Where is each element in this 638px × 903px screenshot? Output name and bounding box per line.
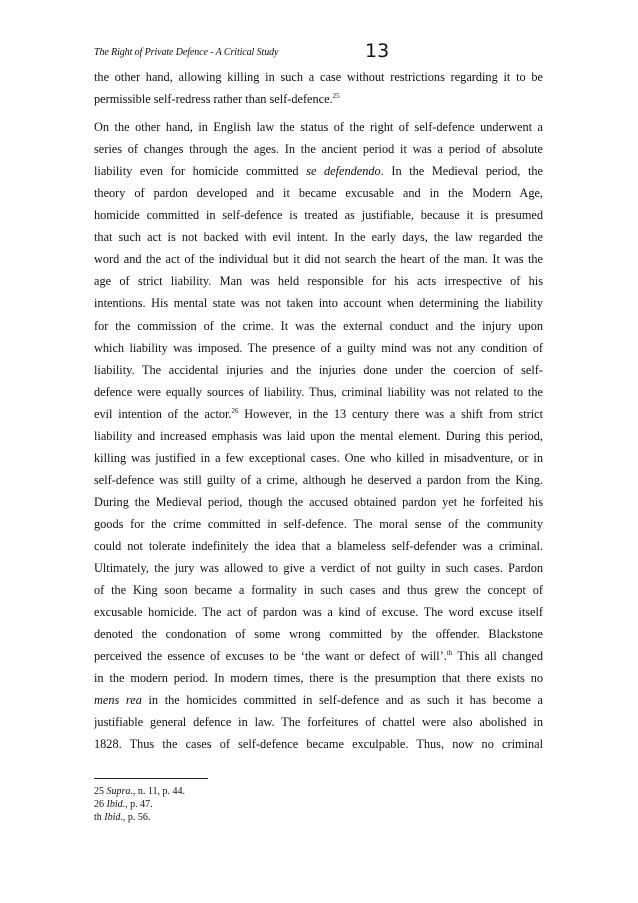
italic-text: Ibid	[106, 799, 123, 810]
text-line: in the modern period. In modern times, there is the presumption that there exists no	[94, 671, 543, 686]
text-line: could not tolerate indefinitely the idea that a blameless self-defender was a criminal.	[94, 538, 543, 553]
text-line: killing was justified in a few exceptional cases. One who killed in misadventure, or in	[94, 450, 543, 465]
footnote-reference: 25	[332, 92, 340, 101]
text-line: which liability was imposed. The presence of a guilty mind was not any condition of	[94, 340, 543, 355]
text-line: Ultimately, the jury was allowed to give a verdict of not guilty in such cases. Pardon	[94, 561, 543, 576]
footnotes	[94, 785, 185, 824]
text-line: justifiable general defence in law. The forfeitures of chattel were also abolished in	[94, 715, 543, 730]
text-line: excusable homicide. The act of pardon was a kind of excuse. The word excuse itself	[94, 605, 543, 620]
text-line: permissible self-redress rather than self-defence.$^{25}$	[94, 92, 340, 107]
footnote-reference: 26	[231, 406, 239, 415]
text-line: intentions. His mental state was not taken into account when determining the liability	[94, 296, 543, 311]
text-line: word and the act of the individual but it did not search the heart of the man. It was the	[94, 252, 543, 267]
text-line: series of changes through the ages. In the ancient period it was a period of absolute	[94, 142, 543, 157]
running-title: The Right of Private Defence - A Critical Study	[94, 47, 279, 58]
footnote-reference: th	[446, 649, 453, 658]
page-number: 13	[365, 40, 390, 62]
text-line: self-defence was still guilty of a crime, although he deserved a pardon from the King.	[94, 472, 543, 487]
footnote: 26 Ibid., p. 47.	[94, 799, 153, 810]
italic-text: mens rea	[94, 693, 142, 708]
text-line: liability and increased emphasis was laid upon the mental element. During this period,	[94, 428, 543, 443]
italic-text: Ibid	[104, 812, 121, 823]
text-line: goods for the crime committed in self-defence. The moral sense of the community	[94, 516, 543, 531]
text-line: On the other hand, in English law the status of the right of self-defence underwent a	[94, 120, 543, 135]
text-line: denoted the condonation of some wrong committed by the offender. Blackstone	[94, 627, 543, 642]
footnote-separator	[94, 778, 208, 779]
text-line: perceived the essence of excuses to be ‘the want or defect of will’.$^{th}$ This all changed	[94, 649, 543, 664]
footnote: 25 Supra., n. 11, p. 44.	[94, 786, 186, 797]
text-line: mens rea in the homicides committed in self-defence and as such it has become a	[94, 693, 543, 708]
text-line: defence were equally sources of liability. Thus, criminal liability was not related to the	[94, 384, 543, 399]
text-line: for the commission of the crime. It was the external conduct and the injury upon	[94, 318, 543, 333]
text-line: 1828. Thus the cases of self-defence became exculpable. Thus, now no criminal	[94, 737, 543, 752]
text-line: the other hand, allowing killing in such a case without restrictions regarding it to be	[94, 70, 543, 84]
italic-text: Supra	[106, 786, 131, 797]
text-line: liability even for homicide committed se defendendo. In the Medieval period, the	[94, 164, 543, 179]
text-line: homicide committed in self-defence is treated as justifiable, because it is presumed	[94, 208, 543, 223]
text-line: evil intention of the actor.$^{26}$ However, in the 13 century there was a shift from strict	[94, 406, 543, 421]
paragraph	[94, 66, 543, 110]
italic-text: se defendendo	[306, 164, 381, 179]
text-line: age of strict liability. Man was held responsible for his acts irrespective of his	[94, 274, 543, 289]
text-line: liability. The accidental injuries and the injuries done under the coercion of self-	[94, 362, 543, 377]
footnote: th Ibid., p. 56.	[94, 812, 151, 823]
text-line: that such act is not backed with evil intent. In the early days, the law regarded the	[94, 230, 543, 245]
text-line: of the King soon became a formality in such cases and thus grew the concept of	[94, 583, 543, 598]
body-text	[94, 66, 543, 755]
text-line: During the Medieval period, though the accused obtained pardon yet he forfeited his	[94, 494, 543, 509]
text-line: theory of pardon developed and it became excusable and in the Modern Age,	[94, 186, 543, 201]
paragraph	[94, 116, 543, 755]
